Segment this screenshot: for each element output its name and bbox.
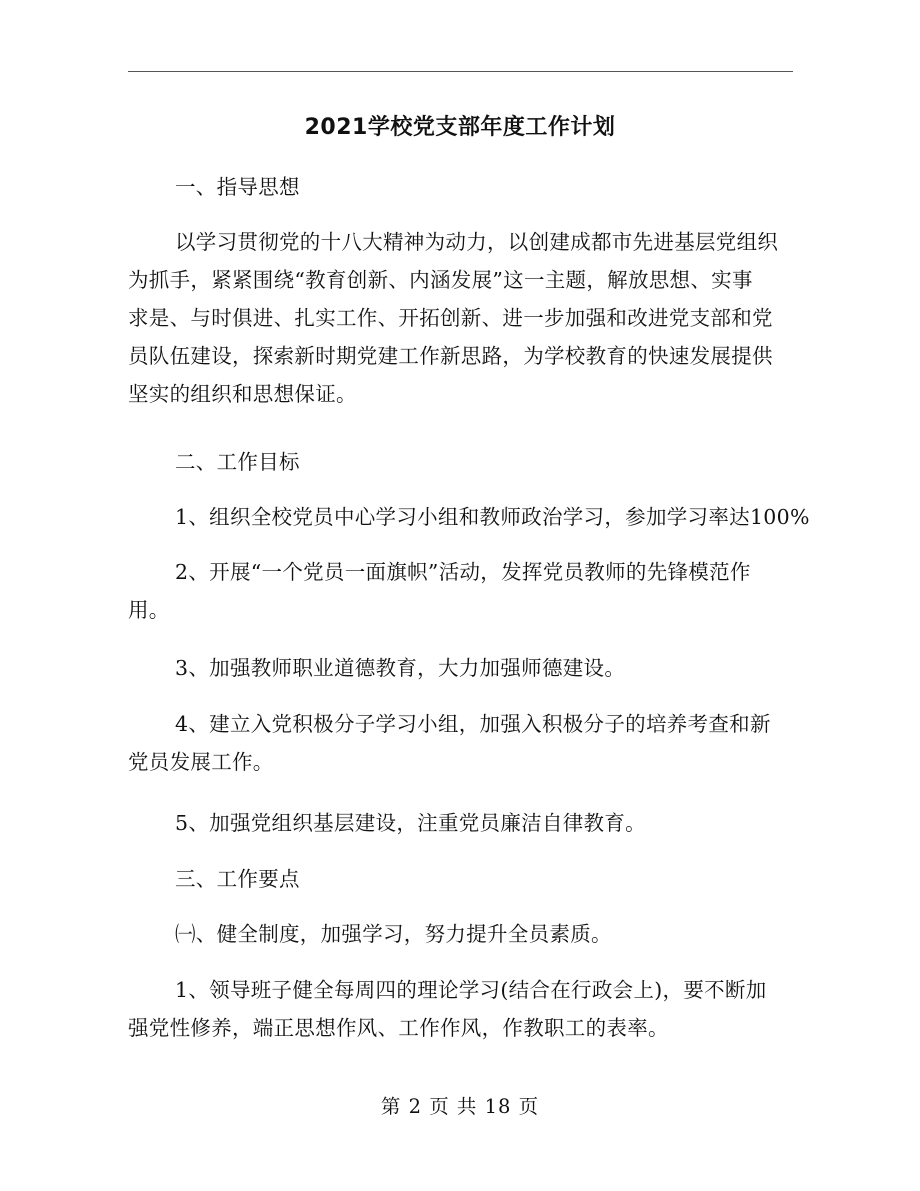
goal-3 — [128, 649, 793, 687]
paragraph-line: 1、组织全校党员中心学习小组和教师政治学习，参加学习率达100% — [175, 505, 810, 529]
goal-4 — [128, 705, 793, 781]
section-3-subheading — [128, 915, 793, 953]
paragraph-line: 用。 — [128, 598, 170, 622]
paragraph-line: 为抓手，紧紧围绕“教育创新、内涵发展”这一主题，解放思想、实事 — [128, 268, 753, 292]
section-3-heading — [128, 860, 793, 898]
heading-text: 三、工作要点 — [175, 867, 300, 891]
section-2-heading — [128, 443, 793, 481]
goal-2 — [128, 553, 793, 629]
paragraph-line: 党员发展工作。 — [128, 750, 274, 774]
subheading-text: ㈠、健全制度，加强学习，努力提升全员素质。 — [175, 922, 612, 946]
heading-text: 二、工作目标 — [175, 450, 300, 474]
section-1-paragraph — [128, 223, 793, 413]
goal-5 — [128, 804, 793, 842]
paragraph-line: 5、加强党组织基层建设，注重党员廉洁自律教育。 — [175, 811, 646, 835]
paragraph-line: 强党性修养，端正思想作风、工作作风，作教职工的表率。 — [128, 1016, 669, 1040]
point-1 — [128, 971, 793, 1047]
paragraph-line: 以学习贯彻党的十八大精神为动力，以创建成都市先进基层党组织 — [175, 230, 779, 254]
paragraph-line: 2、开展“一个党员一面旗帜”活动，发挥党员教师的先锋模范作 — [175, 560, 751, 584]
paragraph-line: 求是、与时俱进、扎实工作、开拓创新、进一步加强和改进党支部和党 — [128, 306, 773, 330]
page-number: 第 2 页 共 18 页 — [380, 1095, 540, 1118]
paragraph-line: 4、建立入党积极分子学习小组，加强入积极分子的培养考查和新 — [175, 712, 771, 736]
header-rule — [128, 71, 793, 72]
section-1-heading — [128, 168, 793, 206]
paragraph-line: 3、加强教师职业道德教育，大力加强师德建设。 — [175, 656, 626, 680]
goal-1 — [128, 498, 810, 536]
paragraph-line: 坚实的组织和思想保证。 — [128, 382, 357, 406]
document-title: 2021学校党支部年度工作计划 — [304, 115, 616, 140]
paragraph-line: 1、领导班子健全每周四的理论学习(结合在行政会上)，要不断加 — [175, 978, 767, 1002]
paragraph-line: 员队伍建设，探索新时期党建工作新思路，为学校教育的快速发展提供 — [128, 344, 773, 368]
heading-text: 一、指导思想 — [175, 175, 300, 199]
